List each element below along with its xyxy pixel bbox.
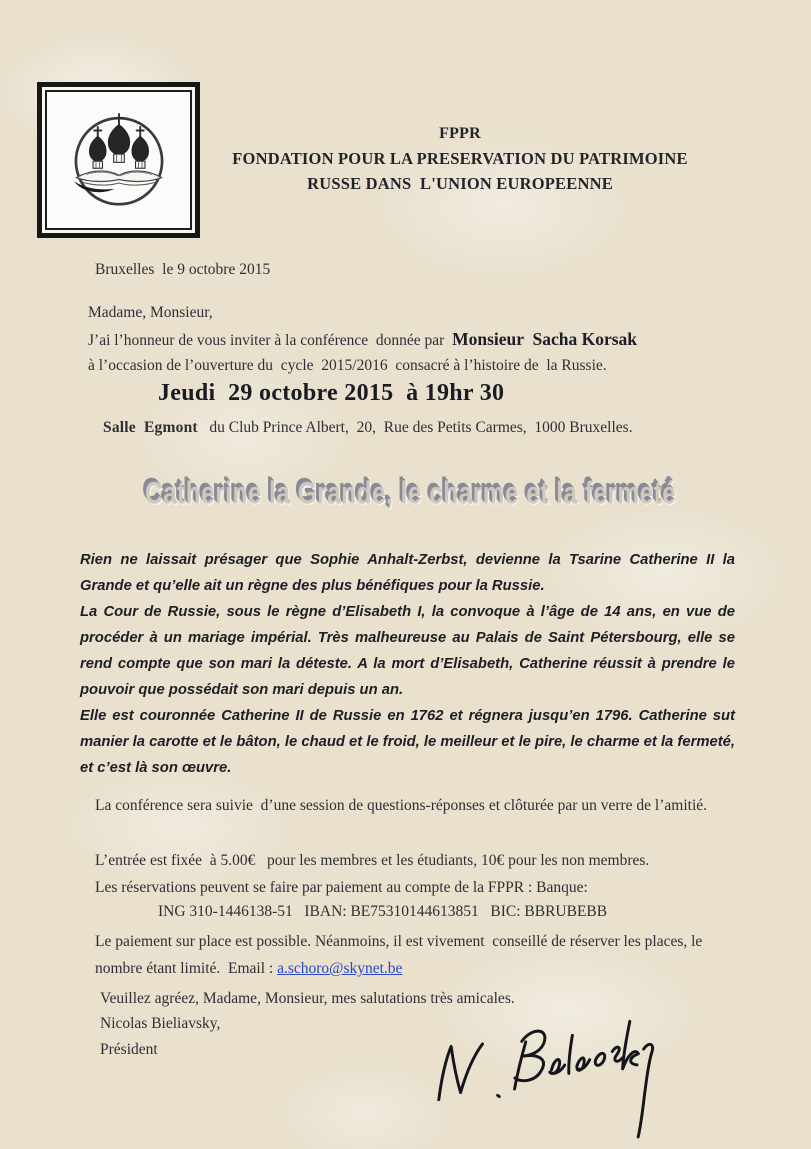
talk-title: Catherine la Grande, le charme et la fermeté <box>144 474 677 511</box>
session-note: La conférence sera suivie d’une session de questions-réponses et clôturée par un verre de l’amitié. <box>95 797 708 814</box>
pricing-line: L’entrée est fixée à 5.00€ pour les membres et les étudiants, 10€ pour les non membres. <box>95 852 650 869</box>
abstract-paragraph-2: La Cour de Russie, sous le règne d’Elisabeth I, la convoque à l’âge de 14 ans, en vue de procéder à un mariage impérial. Très malheureuse au Palais de Saint Pétersbourg, elle se rend compte que son mari la déteste. A la mort d’Elisabeth, Catherine réussit à prendre le pouvoir que possédait son mari depuis un an. <box>80 604 735 698</box>
venue-line <box>103 419 633 437</box>
closing-line: Veuillez agréez, Madame, Monsieur, mes salutations très amicales. <box>100 990 515 1007</box>
reservation-line: Les réservations peuvent se faire par paiement au compte de la FPPR : Banque: <box>95 879 588 896</box>
org-acronym: FPPR <box>439 125 481 142</box>
signature-ink-icon <box>423 1002 678 1149</box>
intro-line-1 <box>88 329 637 350</box>
salutation: Madame, Monsieur, <box>88 304 213 321</box>
talk-abstract <box>80 547 735 781</box>
speaker-name: Monsieur Sacha Korsak <box>452 329 638 349</box>
payment-text: Le paiement sur place est possible. Néanmoins, il est vivement conseillé de réserver les places, le nombre étant limité. Email : <box>95 933 707 977</box>
intro-text: J’ai l’honneur de vous inviter à la conférence donnée par <box>88 332 453 349</box>
payment-note <box>95 928 723 982</box>
handwritten-signature <box>423 1002 678 1149</box>
abstract-paragraph-1: Rien ne laissait présager que Sophie Anhalt-Zerbst, devienne la Tsarine Catherine II la Grande et qu’elle ait un règne des plus bénéfiques pour la Russie. <box>80 552 735 594</box>
dateline: Bruxelles le 9 octobre 2015 <box>95 261 271 278</box>
email-link[interactable]: a.schoro@skynet.be <box>277 960 403 977</box>
venue-room: Salle Egmont <box>103 419 198 436</box>
abstract-paragraph-3: Elle est couronnée Catherine II de Russie en 1762 et régnera jusqu’en 1796. Catherine sut manier la carotte et le bâton, le chaud et le froid, le meilleur et le pire, le charme et la fermeté, et c’est là son œuvre. <box>80 708 735 776</box>
venue-address: du Club Prince Albert, 20, Rue des Petits Carmes, 1000 Bruxelles. <box>197 419 633 436</box>
org-header <box>160 121 760 196</box>
event-datetime: Jeudi 29 octobre 2015 à 19hr 30 <box>158 380 505 406</box>
org-name-line1: FONDATION POUR LA PRESERVATION DU PATRIMOINE <box>232 149 688 168</box>
bank-details: ING 310-1446138-51 IBAN: BE75310144613851 BIC: BBRUBEBB <box>158 903 608 920</box>
intro-line-2: à l’occasion de l’ouverture du cycle 2015/2016 consacré à l’histoire de la Russie. <box>88 357 607 374</box>
signer-title: Président <box>100 1041 158 1058</box>
signer-name: Nicolas Bieliavsky, <box>100 1015 221 1032</box>
org-name-line2: RUSSE DANS L'UNION EUROPEENNE <box>307 174 613 193</box>
